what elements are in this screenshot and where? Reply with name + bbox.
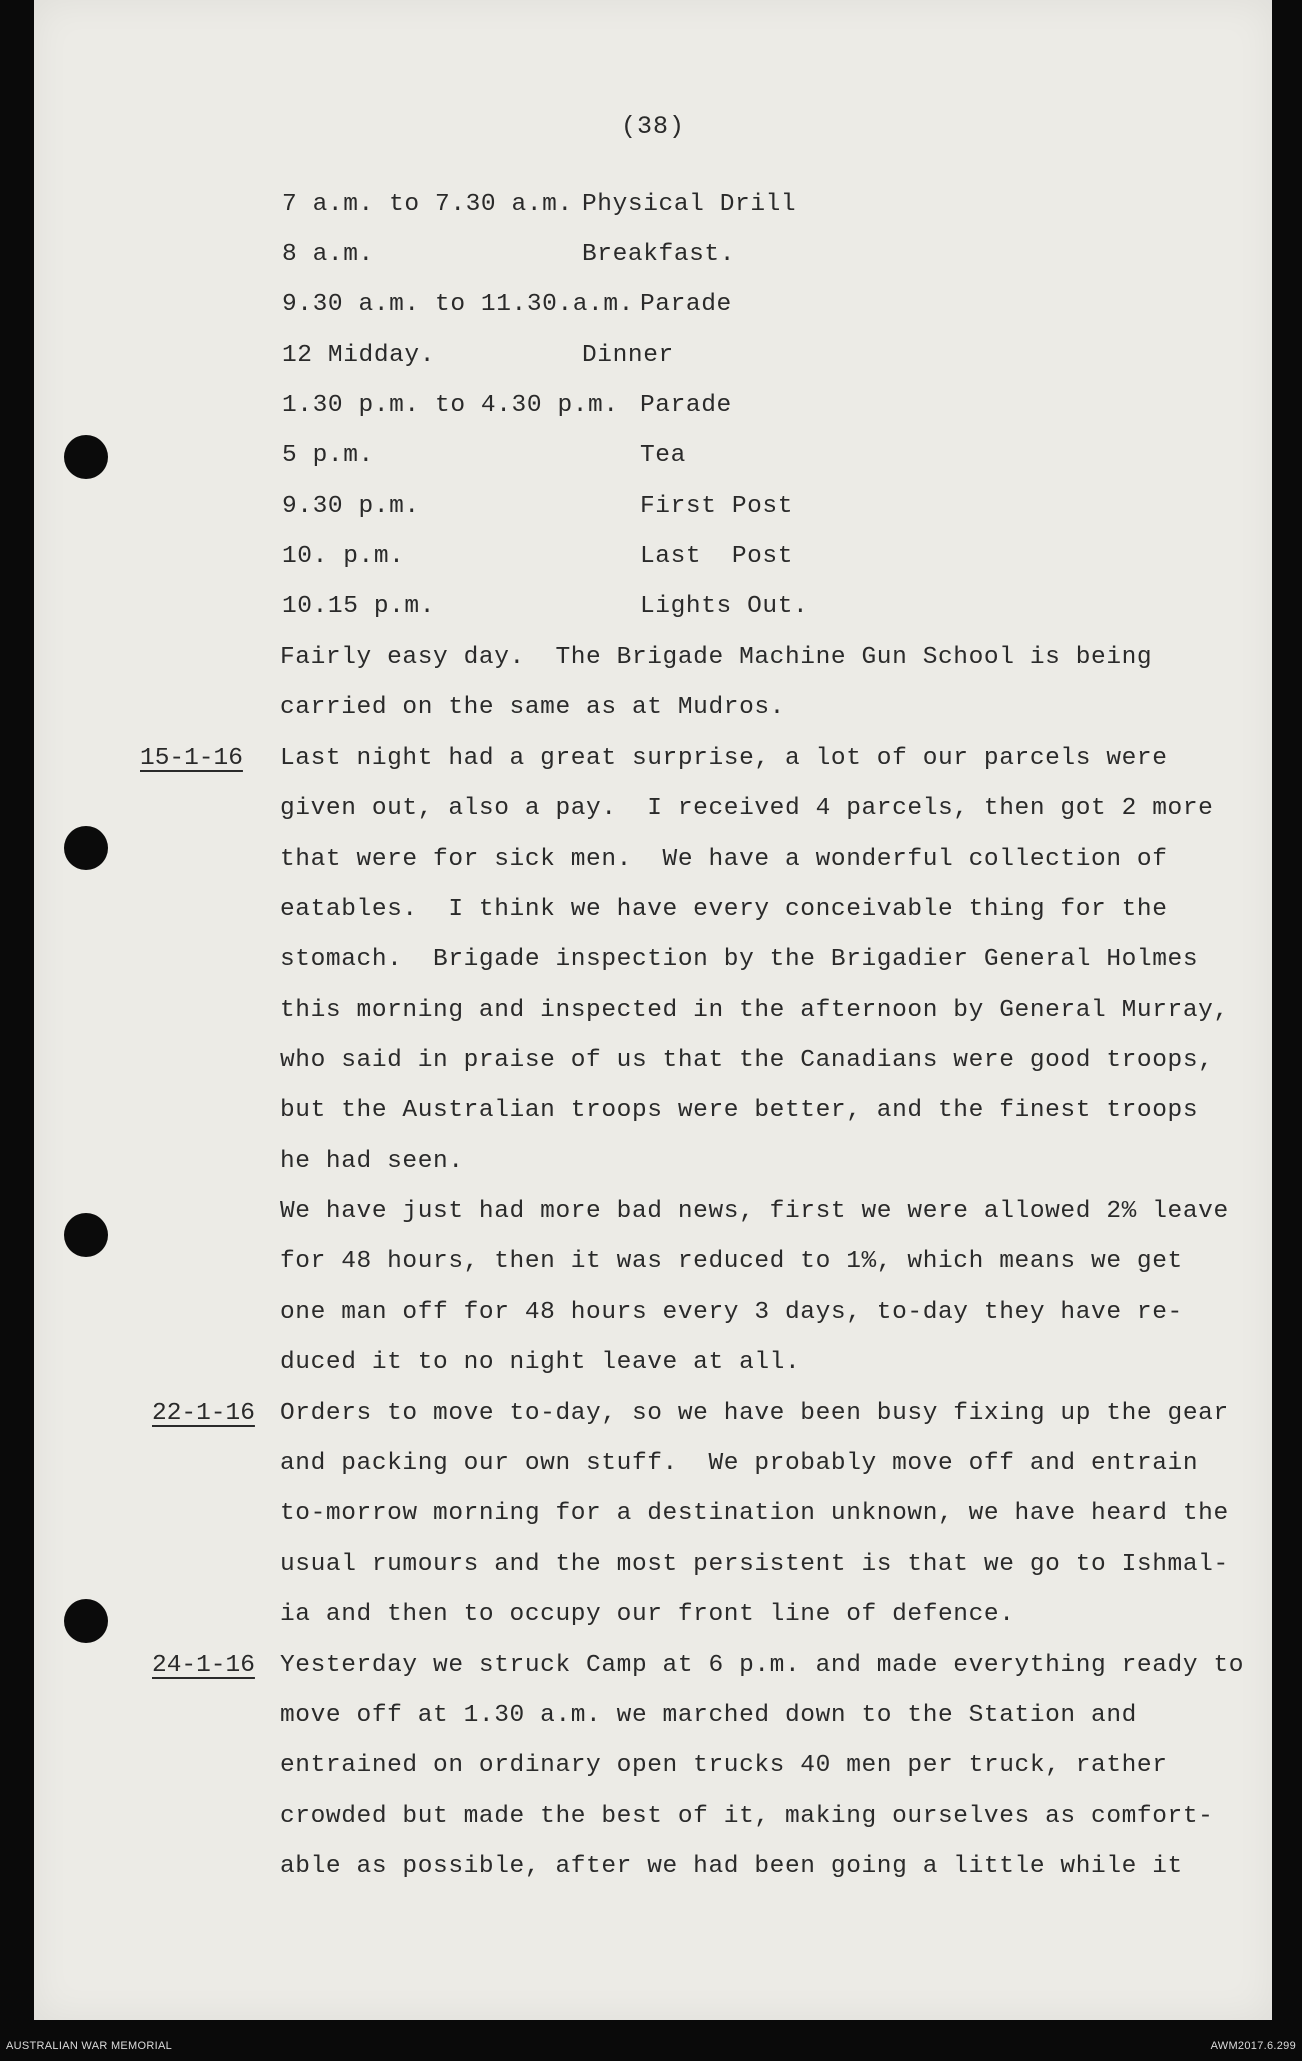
schedule-event: Parade	[640, 392, 732, 419]
schedule-event: Lights Out.	[640, 593, 809, 620]
page-number: (38)	[620, 112, 685, 141]
entry-line: Orders to move to-day, so we have been busy fixing up the gear	[280, 1400, 1229, 1427]
schedule-time: 9.30 p.m.	[282, 493, 420, 520]
entry-line: Last night had a great surprise, a lot of our parcels were	[280, 745, 1168, 772]
entry-line: that were for sick men. We have a wonderful collection of	[280, 846, 1168, 873]
entry-date: 22-1-16	[152, 1400, 255, 1427]
schedule-event: Last Post	[640, 543, 794, 570]
entry-line: this morning and inspected in the afternoon by General Murray,	[280, 997, 1229, 1024]
entry-line: who said in praise of us that the Canadians were good troops,	[280, 1047, 1214, 1074]
entry-line: duced it to no night leave at all.	[280, 1349, 801, 1376]
entry-line: and packing our own stuff. We probably move off and entrain	[280, 1450, 1199, 1477]
entry-line: ia and then to occupy our front line of defence.	[280, 1601, 1015, 1628]
entry-line: Yesterday we struck Camp at 6 p.m. and made everything ready to	[280, 1652, 1245, 1679]
entry-date: 15-1-16	[140, 745, 243, 772]
schedule-event: Tea	[640, 442, 686, 469]
entry-line: move off at 1.30 a.m. we marched down to the Station and	[280, 1702, 1137, 1729]
entry-line: for 48 hours, then it was reduced to 1%, which means we get	[280, 1248, 1183, 1275]
schedule-time: 1.30 p.m. to 4.30 p.m.	[282, 392, 619, 419]
footer-accession-number: AWM2017.6.299	[1210, 2040, 1296, 2052]
schedule-event: Physical Drill	[582, 191, 797, 218]
document-page	[34, 0, 1272, 2020]
entry-line: given out, also a pay. I received 4 parcels, then got 2 more	[280, 795, 1214, 822]
schedule-event: Dinner	[582, 342, 674, 369]
entry-line: eatables. I think we have every conceivable thing for the	[280, 896, 1168, 923]
note-line: Fairly easy day. The Brigade Machine Gun School is being	[280, 644, 1153, 671]
entry-line: entrained on ordinary open trucks 40 men per truck, rather	[280, 1752, 1168, 1779]
entry-date: 24-1-16	[152, 1652, 255, 1679]
schedule-time: 12 Midday.	[282, 342, 436, 369]
schedule-time: 8 a.m.	[282, 241, 374, 268]
schedule-time: 5 p.m.	[282, 442, 374, 469]
note-line: carried on the same as at Mudros.	[280, 694, 785, 721]
punch-hole	[64, 826, 108, 870]
schedule-time: 7 a.m. to 7.30 a.m.	[282, 191, 573, 218]
entry-line: to-morrow morning for a destination unknown, we have heard the	[280, 1500, 1229, 1527]
entry-line: but the Australian troops were better, and the finest troops	[280, 1097, 1199, 1124]
punch-hole	[64, 435, 108, 479]
entry-line: crowded but made the best of it, making ourselves as comfort-	[280, 1803, 1214, 1830]
entry-line: We have just had more bad news, first we were allowed 2% leave	[280, 1198, 1229, 1225]
schedule-time: 10.15 p.m.	[282, 593, 436, 620]
punch-hole	[64, 1213, 108, 1257]
punch-hole	[64, 1599, 108, 1643]
schedule-event: Breakfast.	[582, 241, 736, 268]
schedule-time: 9.30 a.m. to 11.30.a.m.	[282, 291, 634, 318]
schedule-time: 10. p.m.	[282, 543, 405, 570]
entry-line: stomach. Brigade inspection by the Brigadier General Holmes	[280, 946, 1199, 973]
entry-line: usual rumours and the most persistent is that we go to Ishmal-	[280, 1551, 1229, 1578]
schedule-event: First Post	[640, 493, 794, 520]
footer-credit: AUSTRALIAN WAR MEMORIAL	[6, 2040, 173, 2052]
schedule-event: Parade	[640, 291, 732, 318]
entry-line: one man off for 48 hours every 3 days, to-day they have re-	[280, 1299, 1183, 1326]
entry-line: able as possible, after we had been going a little while it	[280, 1853, 1183, 1880]
entry-line: he had seen.	[280, 1148, 464, 1175]
